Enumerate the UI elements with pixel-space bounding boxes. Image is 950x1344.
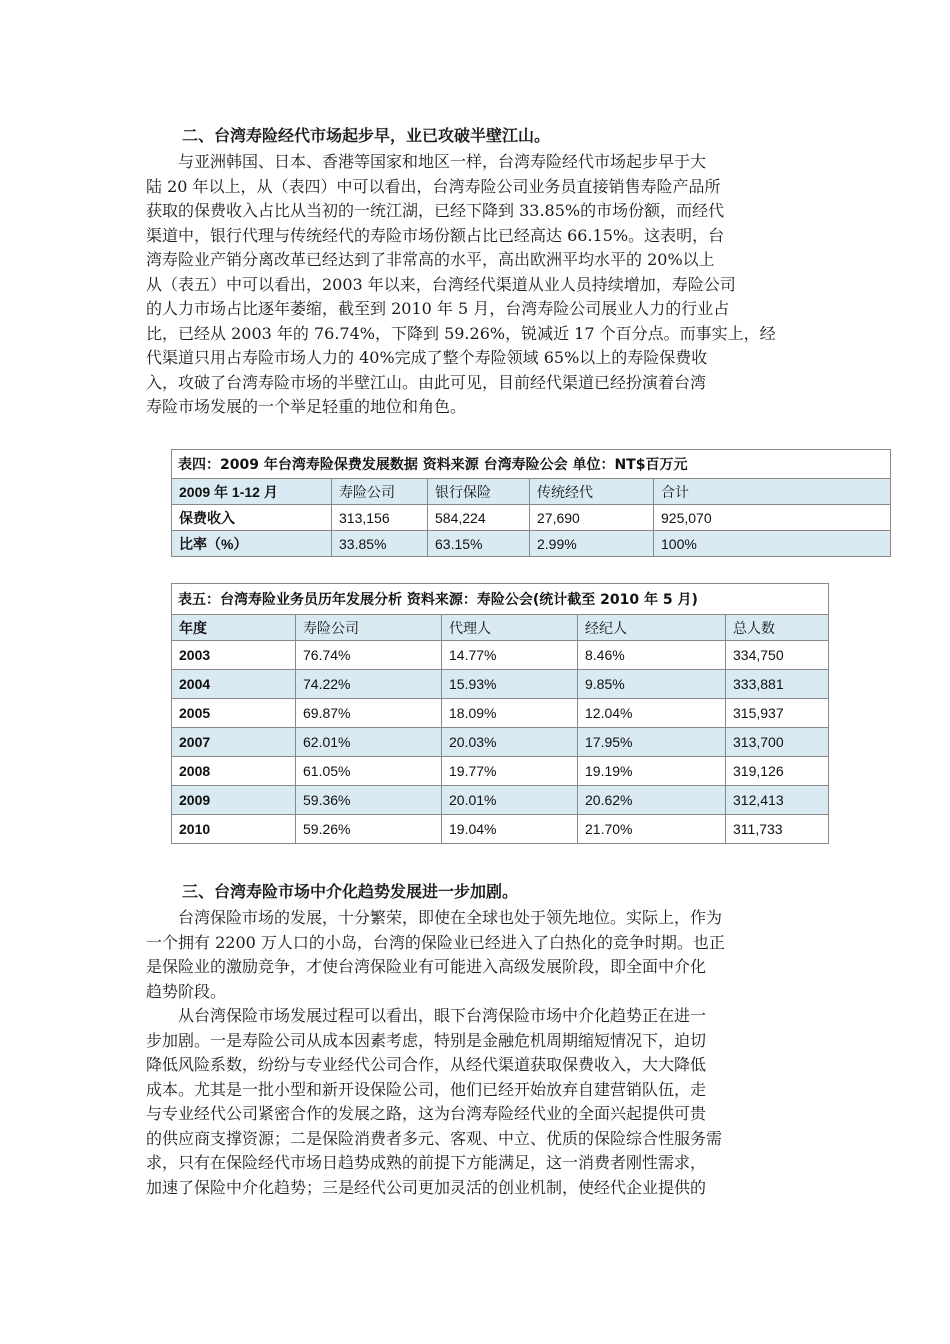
table-cell: 334,750 [726,641,829,670]
text-line: 趋势阶段。 [146,981,227,1001]
section3-heading: 三、台湾寿险市场中介化趋势发展进一步加剧。 [182,882,519,901]
table-row [172,757,829,786]
table-cell: 313,700 [726,728,829,757]
text-line: 寿险市场发展的一个举足轻重的地位和角色。 [146,397,467,416]
table-4-caption: 表四：2009 年台湾寿险保费发展数据 资料来源 台湾寿险公会 单位：NT$百万元 [172,450,891,479]
table-cell: 62.01% [296,728,442,757]
table-cell: 76.74% [296,641,442,670]
table-cell: 15.93% [442,670,578,699]
text-line: 获取的保费收入占比从当初的一统江湖，已经下降到 33.85%的市场份额，而经代 [146,201,725,220]
table-5-caption: 表五：台湾寿险业务员历年发展分析 资料来源：寿险公会(统计截至 2010 年 5 月) [172,584,829,615]
section3-paragraph-1 [146,906,806,1004]
section3-paragraph-2 [146,1004,806,1200]
text-line: 与专业经代公司紧密合作的发展之路，这为台湾寿险经代业的全面兴起提供可贵 [146,1104,707,1123]
text-line: 的供应商支撑资源；二是保险消费者多元、客观、中立、优质的保险综合性服务需 [146,1128,723,1148]
table-header-cell: 合计 [654,479,891,505]
table-cell: 311,733 [726,815,829,844]
table-row [172,699,829,728]
text-line: 加速了保险中介化趋势；三是经代公司更加灵活的创业机制，使经代企业提供的 [146,1177,707,1197]
table-cell: 315,937 [726,699,829,728]
table-cell: 319,126 [726,757,829,786]
table-row [172,815,829,844]
table-cell: 保费收入 [172,505,332,531]
table-cell: 584,224 [428,505,530,531]
table-cell: 20.62% [578,786,726,815]
table-cell: 9.85% [578,670,726,699]
table-cell: 61.05% [296,757,442,786]
table-cell: 100% [654,531,891,557]
text-line: 从（表五）中可以看出，2003 年以来，台湾经代渠道从业人员持续增加，寿险公司 [146,274,736,294]
table-row [172,641,829,670]
table-cell: 59.36% [296,786,442,815]
table-header-row [172,615,829,641]
table-row [172,670,829,699]
table-cell: 20.01% [442,786,578,815]
table-header-cell: 银行保险 [428,479,530,505]
table-header-row [172,479,891,505]
table-cell: 14.77% [442,641,578,670]
text-line: 步加剧。一是寿险公司从成本因素考虑，特别是金融危机周期缩短情况下，迫切 [146,1030,707,1050]
table-cell: 63.15% [428,531,530,557]
table-cell: 比率（%） [172,531,332,557]
table-row [172,786,829,815]
table-4 [171,449,891,557]
text-line: 入，攻破了台湾寿险市场的半壁江山。由此可见，目前经代渠道已经扮演着台湾 [146,372,707,392]
table-row [172,531,891,557]
text-line: 渠道中，银行代理与传统经代的寿险市场份额占比已经高达 66.15%。这表明，台 [146,225,725,245]
table-header-cell: 年度 [172,615,296,641]
text-line: 降低风险系数，纷纷与专业经代公司合作，从经代渠道获取保费收入，大大降低 [146,1055,707,1074]
text-line: 比，已经从 2003 年的 76.74%，下降到 59.26%，锐减近 17 个百分点。而事实上，经 [146,323,776,343]
table-cell: 19.77% [442,757,578,786]
table-row [172,728,829,757]
table-cell: 2.99% [530,531,654,557]
table-cell: 19.04% [442,815,578,844]
table-cell: 2010 [172,815,296,844]
table-header-cell: 2009 年 1-12 月 [172,479,332,505]
table-row [172,505,891,531]
table-header-cell: 寿险公司 [296,615,442,641]
text-line: 成本。尤其是一批小型和新开设保险公司，他们已经开始放弃自建营销队伍，走 [146,1079,707,1099]
table-cell: 2005 [172,699,296,728]
table-cell: 925,070 [654,505,891,531]
table-cell: 2004 [172,670,296,699]
table-5 [171,583,829,844]
text-line: 代渠道只用占寿险市场人力的 40%完成了整个寿险领域 65%以上的寿险保费收 [146,348,708,367]
table-header-cell: 寿险公司 [332,479,428,505]
text-line: 从台湾保险市场发展过程可以看出，眼下台湾保险市场中介化趋势正在进一 [178,1006,707,1025]
table-cell: 74.22% [296,670,442,699]
text-line: 陆 20 年以上，从（表四）中可以看出，台湾寿险公司业务员直接销售寿险产品所 [146,176,721,196]
table-cell: 12.04% [578,699,726,728]
table-cell: 2003 [172,641,296,670]
table-cell: 20.03% [442,728,578,757]
table-cell: 17.95% [578,728,726,757]
table-header-cell: 传统经代 [530,479,654,505]
table-cell: 8.46% [578,641,726,670]
section2-heading: 二、台湾寿险经代市场起步早，业已攻破半壁江山。 [182,126,551,145]
table-cell: 2009 [172,786,296,815]
text-line: 求，只有在保险经代市场日趋势成熟的前提下方能满足，这一消费者刚性需求， [146,1153,707,1172]
table-cell: 313,156 [332,505,428,531]
table-cell: 59.26% [296,815,442,844]
table-header-cell: 总人数 [726,615,829,641]
table-cell: 312,413 [726,786,829,815]
text-line: 台湾保险市场的发展，十分繁荣，即使在全球也处于领先地位。实际上，作为 [178,908,723,927]
text-line: 与亚洲韩国、日本、香港等国家和地区一样，台湾寿险经代市场起步早于大 [178,152,707,171]
table-cell: 19.19% [578,757,726,786]
text-line: 一个拥有 2200 万人口的小岛，台湾的保险业已经进入了白热化的竞争时期。也正 [146,932,725,952]
table-header-cell: 经纪人 [578,615,726,641]
table-cell: 333,881 [726,670,829,699]
section2-paragraph [146,150,806,420]
table-cell: 2008 [172,757,296,786]
text-line: 的人力市场占比逐年萎缩，截至到 2010 年 5 月，台湾寿险公司展业人力的行业占 [146,299,730,318]
table-cell: 18.09% [442,699,578,728]
table-cell: 33.85% [332,531,428,557]
table-cell: 27,690 [530,505,654,531]
text-line: 是保险业的激励竞争，才使台湾保险业有可能进入高级发展阶段，即全面中介化 [146,957,707,976]
table-header-cell: 代理人 [442,615,578,641]
table-cell: 21.70% [578,815,726,844]
table-cell: 69.87% [296,699,442,728]
text-line: 湾寿险业产销分离改革已经达到了非常高的水平，高出欧洲平均水平的 20%以上 [146,250,715,269]
table-cell: 2007 [172,728,296,757]
